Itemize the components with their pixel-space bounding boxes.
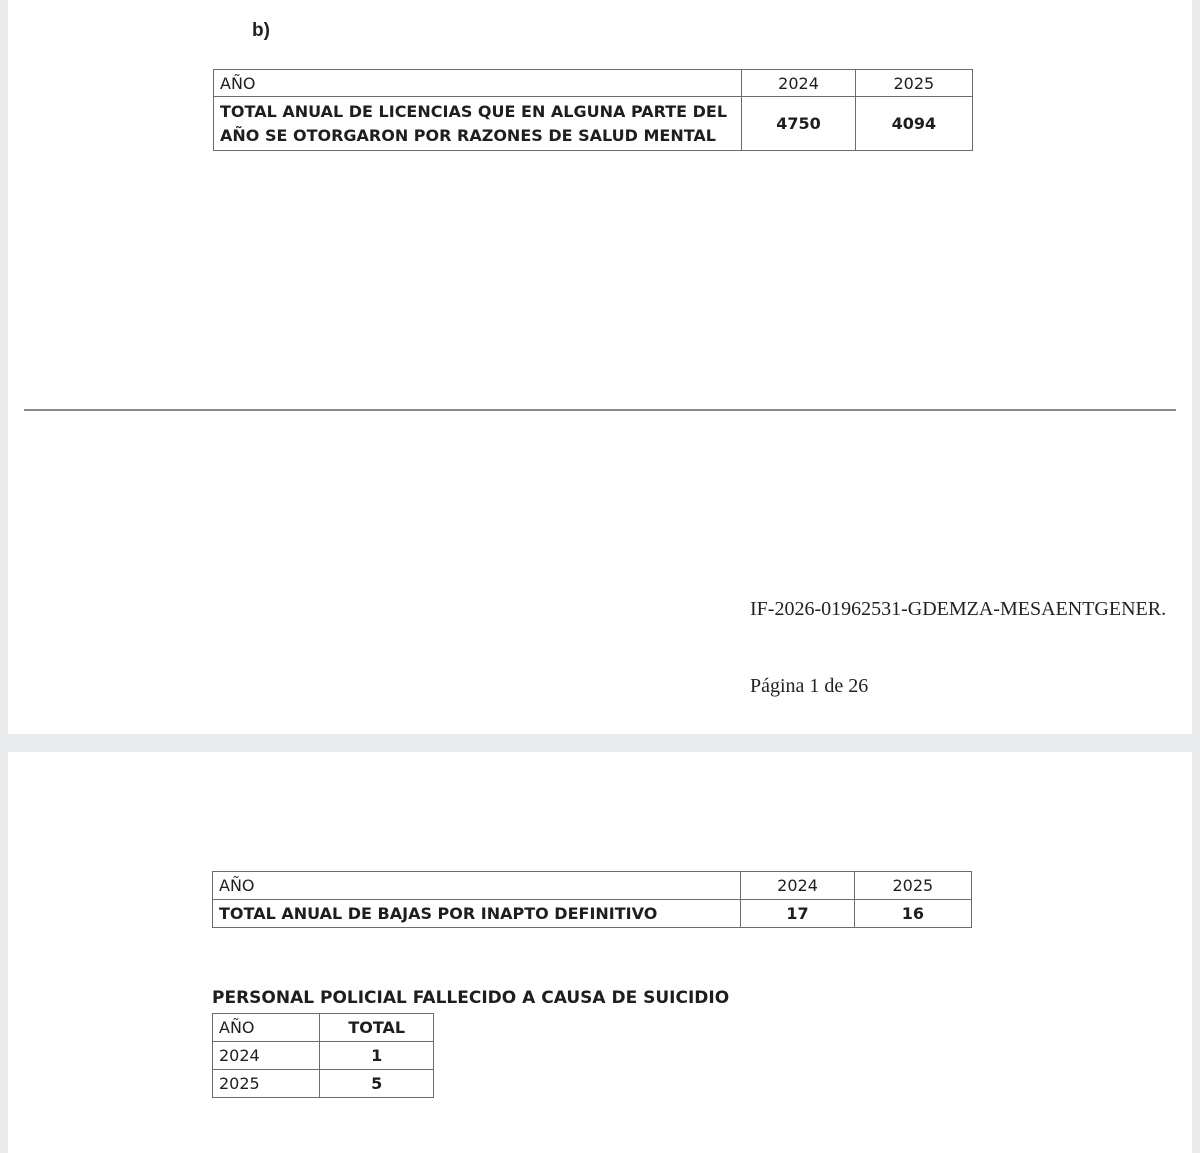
table-header-row (214, 70, 973, 97)
row-year: 2025 (213, 1070, 320, 1098)
row-label: TOTAL ANUAL DE BAJAS POR INAPTO DEFINITIVO (213, 900, 741, 928)
suicidio-table (212, 1013, 434, 1098)
page-number: Página 1 de 26 (750, 675, 869, 697)
section-label: b) (252, 20, 270, 41)
table-header-row (213, 872, 972, 900)
table-row (213, 900, 972, 928)
header-year: AÑO (213, 1014, 320, 1042)
header-total: TOTAL (320, 1014, 434, 1042)
value-2024: 17 (741, 900, 854, 928)
header-year-2025: 2025 (854, 872, 971, 900)
table-row (213, 1042, 434, 1070)
header-year-label: AÑO (214, 70, 742, 97)
row-label-line-1: TOTAL ANUAL DE LICENCIAS QUE EN ALGUNA PARTE DEL (220, 101, 728, 121)
row-label-line-2: AÑO SE OTORGARON POR RAZONES DE SALUD MENTAL (220, 125, 716, 145)
bajas-table (212, 871, 972, 928)
header-year-2024: 2024 (741, 872, 854, 900)
header-year-2025: 2025 (855, 70, 972, 97)
value-2024: 4750 (742, 97, 855, 151)
page-divider (24, 409, 1176, 411)
value-2025: 4094 (855, 97, 972, 151)
table-header-row (213, 1014, 434, 1042)
licencias-table (213, 69, 973, 151)
table-row (213, 1070, 434, 1098)
document-page-1 (8, 0, 1192, 734)
value-2025: 16 (854, 900, 971, 928)
header-year-label: AÑO (213, 872, 741, 900)
row-total: 5 (320, 1070, 434, 1098)
row-total: 1 (320, 1042, 434, 1070)
table-row (214, 97, 973, 151)
row-year: 2024 (213, 1042, 320, 1070)
document-page-2 (8, 752, 1192, 1153)
document-id: IF-2026-01962531-GDEMZA-MESAENTGENER. (750, 598, 1167, 620)
header-year-2024: 2024 (742, 70, 855, 97)
suicidio-section-title: PERSONAL POLICIAL FALLECIDO A CAUSA DE SUICIDIO (212, 988, 730, 1008)
row-label (214, 97, 742, 151)
